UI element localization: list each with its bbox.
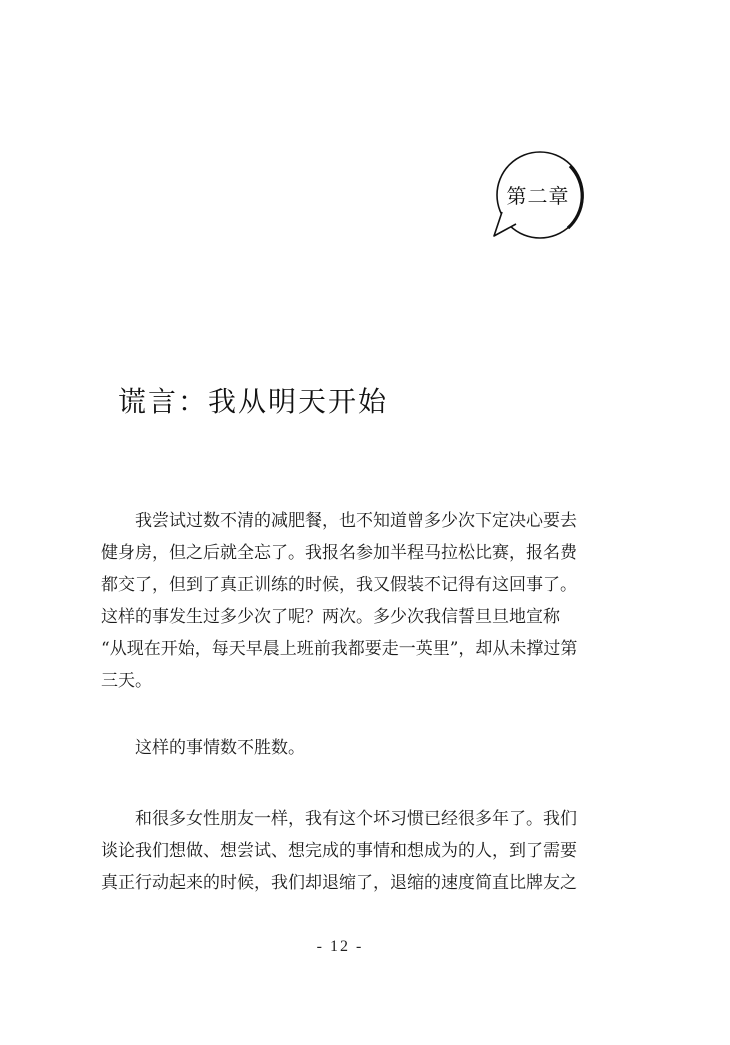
text-line: 三天。 xyxy=(101,671,152,691)
paragraph-1 xyxy=(101,505,591,697)
text-line: 都交了，但到了真正训练的时候，我又假装不记得有这回事了。 xyxy=(101,575,577,595)
text-line: 我尝试过数不清的减肥餐，也不知道曾多少次下定决心要去 xyxy=(135,511,577,531)
chapter-speech-bubble xyxy=(490,150,590,250)
text-line: “从现在开始，每天早晨上班前我都要走一英里”，却从未撑过第 xyxy=(101,639,578,659)
text-line: 和很多女性朋友一样，我有这个坏习惯已经很多年了。我们 xyxy=(135,809,577,829)
text-line: 健身房，但之后就全忘了。我报名参加半程马拉松比赛，报名费 xyxy=(101,543,577,563)
page-number: - 12 - xyxy=(316,938,364,955)
paragraph-2 xyxy=(101,732,591,764)
paragraph-3 xyxy=(101,803,591,899)
text-line: 这样的事发生过多少次了呢？两次。多少次我信誓旦旦地宣称 xyxy=(101,607,560,627)
chapter-title: 谎言：我从明天开始 xyxy=(118,385,389,418)
chapter-label: 第二章 xyxy=(506,184,570,208)
text-line: 谈论我们想做、想尝试、想完成的事情和想成为的人，到了需要 xyxy=(101,841,577,861)
text-line: 这样的事情数不胜数。 xyxy=(135,738,305,758)
text-line: 真正行动起来的时候，我们却退缩了，退缩的速度简直比牌友之 xyxy=(101,873,577,893)
